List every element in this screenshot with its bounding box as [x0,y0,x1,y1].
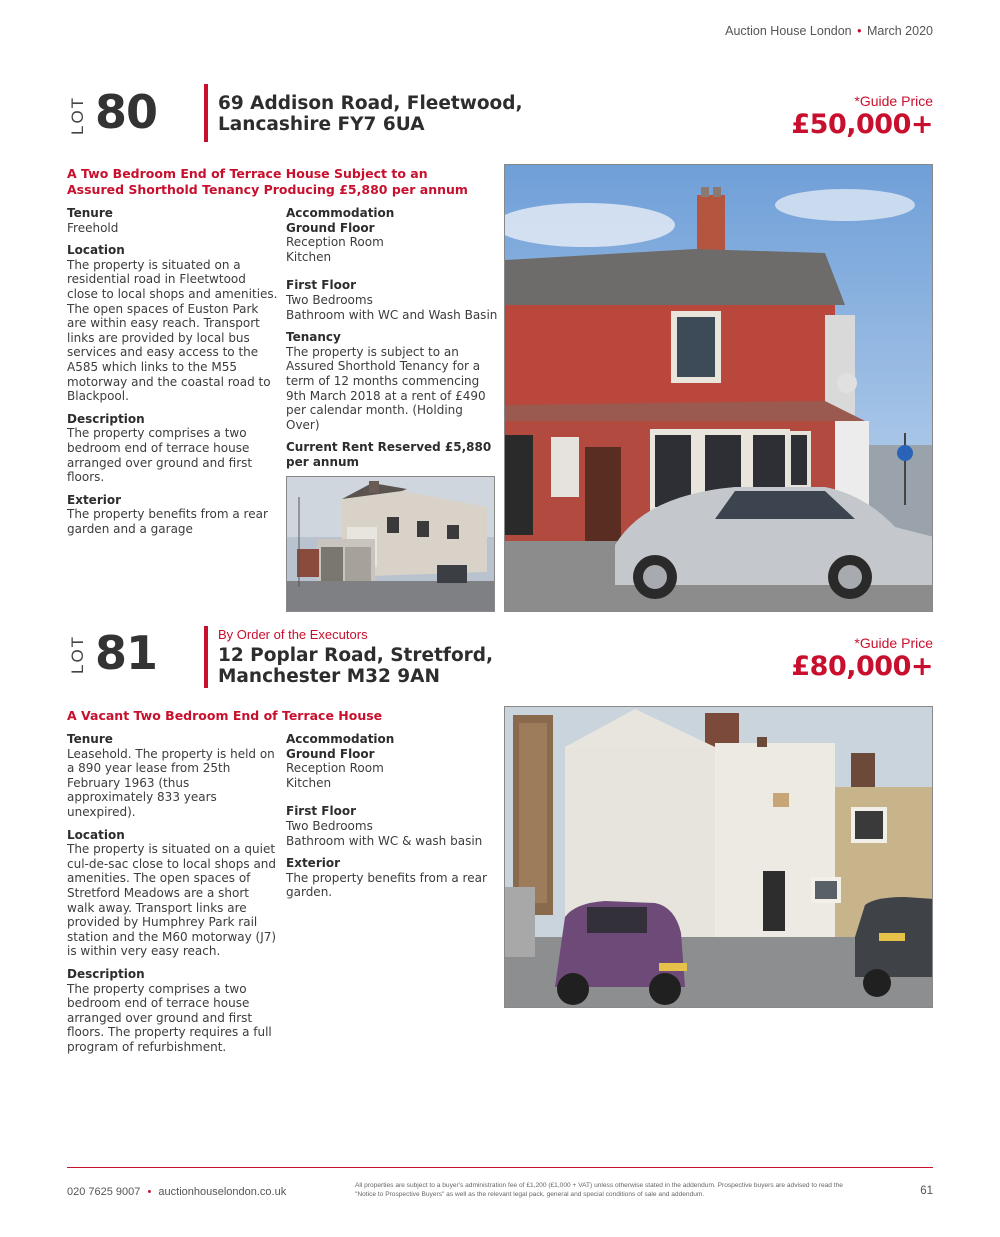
bullet-icon: • [147,1186,152,1198]
details-column-right [286,732,498,900]
footer-disclaimer: All properties are subject to a buyer's administration fee of £1,200 (£1,000 + VAT) unless otherwise stated in the addendum. Prospective buyers are advised to read the "Notice to Prospective Buyers" as well as the relevant legal pack, general and special conditions of sale and addendum. [355,1182,843,1198]
address-line-1: 12 Poplar Road, Stretford, [218,645,494,666]
details-column-left [67,732,279,1054]
publisher-name: Auction House London [725,24,852,38]
page-header [725,24,933,38]
guide-price: £50,000+ [791,109,933,140]
address-line-2: Lancashire FY7 6UA [218,114,425,135]
property-address [218,645,538,687]
property-photo-front [504,164,933,612]
accent-divider [204,626,208,688]
ground-floor-heading: Ground Floor [286,220,375,235]
footer-contact [67,1186,286,1198]
lot-label: LOT [68,95,87,135]
property-address [218,93,538,135]
footer-divider [67,1167,933,1168]
description-text: The property comprises a two bedroom end of terrace house arranged over ground and first floors. [67,426,253,485]
website-link[interactable]: auctionhouselondon.co.uk [158,1186,287,1198]
location-heading: Location [67,827,125,842]
tenancy-heading: Tenancy [286,330,341,345]
exterior-text: The property benefits from a rear garden. [286,870,487,900]
first-floor-heading: First Floor [286,278,357,293]
exterior-heading: Exterior [67,492,122,507]
guide-price-label: *Guide Price [854,93,933,109]
first-floor-item: Bathroom with WC and Wash Basin [286,307,498,322]
phone-number: 020 7625 9007 [67,1186,141,1198]
lot-label: LOT [68,634,87,674]
tenure-heading: Tenure [67,206,113,220]
bullet-icon: • [857,24,862,38]
guide-price: £80,000+ [791,651,933,682]
first-floor-item: Two Bedrooms [286,292,373,307]
accommodation-heading: Accommodation [286,206,395,220]
by-order-note: By Order of the Executors [218,627,368,642]
description-heading: Description [67,966,145,981]
exterior-text: The property benefits from a rear garden and a garage [67,507,268,536]
current-rent: Current Rent Reserved £5,880 per annum [286,440,492,469]
property-photo-front [504,706,933,1008]
tenancy-text: The property is subject to an Assured Shorthold Tenancy for a term of 12 months commencing 9th March 2018 at a rent of £490 per calendar month. (Holding Over) [286,344,486,432]
page-number: 61 [920,1185,933,1197]
first-floor-heading: First Floor [286,804,357,819]
description-text: The property comprises a two bedroom end of terrace house arranged over ground and first floors. The property requires a full program of refurbishment. [67,981,272,1054]
location-text: The property is situated on a quiet cul-de-sac close to local shops and amenities. The open spaces of Stretford Meadows are a short walk away. Transport links are provided by Humphrey Park rail station and the M60 motorway (J7) is within very easy reach. [67,842,277,959]
property-subtitle: A Vacant Two Bedroom End of Terrace House [67,708,383,723]
details-column-right [286,206,498,470]
first-floor-item: Two Bedrooms [286,818,373,833]
exterior-heading: Exterior [286,856,341,871]
ground-floor-item: Kitchen [286,249,332,264]
guide-price-label: *Guide Price [854,635,933,651]
details-column-left [67,206,279,536]
location-text: The property is situated on a residential road in Fleetwtood close to local shops and amenities. The open spaces of Euston Park are within easy reach. Transport links are provided by local bus services and easy access to the A585 which links to the M55 motorway and the coastal road to Blackpool. [67,257,278,404]
tenure-text: Leasehold. The property is held on a 890 year lease from 25th February 1963 (thus approximately 833 years unexpired). [67,746,275,819]
accent-divider [204,84,208,142]
lot-number: 80 [95,85,158,139]
property-photo-rear [286,476,495,612]
tenure-text: Freehold [67,220,119,235]
address-line-2: Manchester M32 9AN [218,666,440,687]
ground-floor-item: Kitchen [286,775,332,790]
ground-floor-heading: Ground Floor [286,746,375,761]
first-floor-item: Bathroom with WC & wash basin [286,833,483,848]
property-subtitle: A Two Bedroom End of Terrace House Subject to an Assured Shorthold Tenancy Producing £5,880 per annum [67,166,468,197]
ground-floor-item: Reception Room [286,235,384,250]
ground-floor-item: Reception Room [286,761,384,776]
description-heading: Description [67,411,145,426]
issue-date: March 2020 [866,24,933,38]
address-line-1: 69 Addison Road, Fleetwood, [218,93,523,114]
tenure-heading: Tenure [67,732,113,746]
location-heading: Location [67,243,125,258]
lot-number: 81 [95,626,158,680]
accommodation-heading: Accommodation [286,732,395,746]
